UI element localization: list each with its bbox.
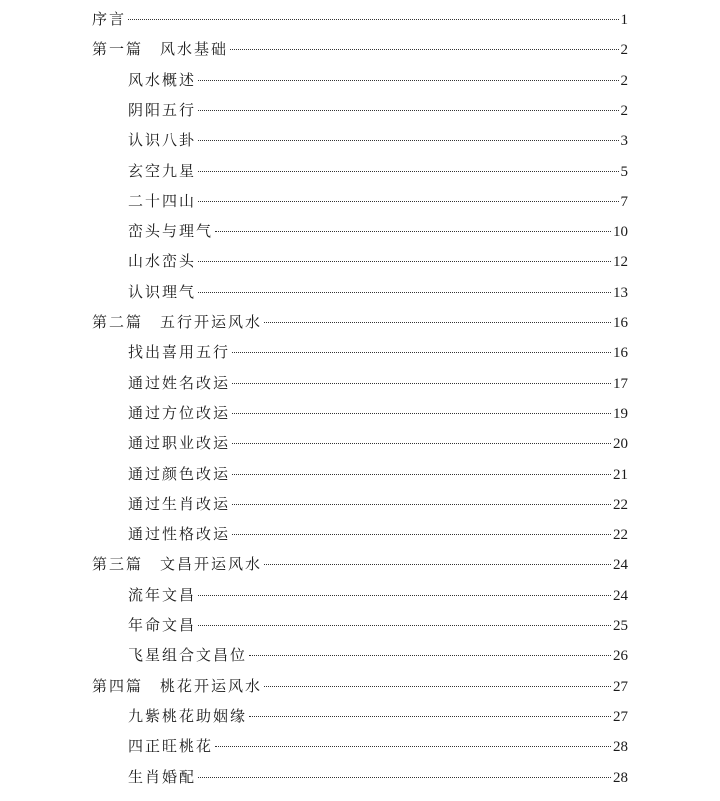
toc-entry-row xyxy=(128,95,628,125)
toc-title: 风水概述 xyxy=(128,70,197,89)
toc-entry-row xyxy=(128,398,628,428)
toc-title: 找出喜用五行 xyxy=(128,343,231,362)
toc-page-number: 24 xyxy=(613,587,628,604)
toc-title: 阴阳五行 xyxy=(128,100,197,119)
toc-entry-row xyxy=(128,337,628,367)
toc-title: 认识八卦 xyxy=(128,131,197,150)
toc-page-number: 13 xyxy=(613,284,628,301)
toc-title: 通过颜色改运 xyxy=(128,464,231,483)
toc-title: 第二篇 五行开运风水 xyxy=(92,313,263,331)
dot-leader xyxy=(198,140,618,141)
toc-page-number: 28 xyxy=(613,769,628,786)
toc-entry-row xyxy=(128,640,628,670)
toc-title: 通过生肖改运 xyxy=(128,494,231,513)
toc-page-number: 22 xyxy=(613,527,628,544)
toc-entry-row xyxy=(128,156,628,186)
toc-title: 飞星组合文昌位 xyxy=(128,646,248,665)
toc-entry-row xyxy=(128,428,628,458)
toc-title: 玄空九星 xyxy=(128,161,197,180)
toc-page-number: 25 xyxy=(613,618,628,634)
toc-section-row xyxy=(92,671,628,701)
toc-title: 二十四山 xyxy=(128,191,197,210)
toc-entry-row xyxy=(128,65,628,95)
dot-leader xyxy=(198,261,611,262)
toc-page-number: 22 xyxy=(613,496,628,513)
dot-leader xyxy=(232,534,611,535)
dot-leader xyxy=(198,110,618,111)
toc-page-number: 26 xyxy=(613,648,628,665)
dot-leader xyxy=(249,655,611,656)
toc-section-row xyxy=(92,34,628,64)
toc-page-number: 2 xyxy=(620,102,628,119)
dot-leader xyxy=(264,686,611,687)
toc-page-number: 16 xyxy=(613,315,628,331)
dot-leader xyxy=(232,474,611,475)
dot-leader xyxy=(232,383,611,384)
toc-title: 通过方位改运 xyxy=(128,403,231,422)
toc-page-number: 3 xyxy=(620,133,628,150)
toc-page-number: 1 xyxy=(620,12,628,28)
toc-title: 流年文昌 xyxy=(128,585,197,604)
toc-page-number: 10 xyxy=(613,224,628,241)
toc-title: 山水峦头 xyxy=(128,252,197,271)
toc-page-number: 28 xyxy=(613,739,628,756)
dot-leader xyxy=(198,292,611,293)
toc-title: 序言 xyxy=(92,10,127,28)
toc-title: 通过性格改运 xyxy=(128,525,231,544)
toc-title: 九紫桃花助姻缘 xyxy=(128,706,248,725)
dot-leader xyxy=(230,49,618,50)
toc-entry-row xyxy=(128,216,628,246)
toc-page-number: 12 xyxy=(613,254,628,271)
toc-title: 峦头与理气 xyxy=(128,222,214,241)
dot-leader xyxy=(215,746,611,747)
toc-entry-row xyxy=(128,246,628,276)
dot-leader xyxy=(232,352,611,353)
toc-entry-row xyxy=(128,519,628,549)
dot-leader xyxy=(232,443,611,444)
toc-entry-row xyxy=(128,610,628,640)
dot-leader xyxy=(198,201,618,202)
dot-leader xyxy=(264,564,611,565)
toc-page-number: 19 xyxy=(613,405,628,422)
dot-leader xyxy=(215,231,611,232)
toc-entry-row xyxy=(128,368,628,398)
toc-entry-row xyxy=(128,186,628,216)
toc-title: 第四篇 桃花开运风水 xyxy=(92,676,263,695)
dot-leader xyxy=(232,504,611,505)
dot-leader xyxy=(198,595,611,596)
toc-page-number: 17 xyxy=(613,375,628,392)
toc-title: 通过姓名改运 xyxy=(128,373,231,392)
toc-page-number: 20 xyxy=(613,436,628,453)
toc-section-row xyxy=(92,4,628,34)
toc-entry-row xyxy=(128,580,628,610)
dot-leader xyxy=(198,171,618,172)
toc-title: 第一篇 风水基础 xyxy=(92,40,229,59)
toc-page-number: 2 xyxy=(620,72,628,89)
toc-entry-row xyxy=(128,489,628,519)
toc-entry-row xyxy=(128,701,628,731)
toc-title: 通过职业改运 xyxy=(128,434,231,453)
dot-leader xyxy=(198,625,611,626)
toc-title: 认识理气 xyxy=(128,282,197,301)
toc-page-number: 27 xyxy=(613,678,628,695)
toc-title: 生肖婚配 xyxy=(128,767,197,786)
toc-page-number: 7 xyxy=(620,193,628,210)
dot-leader xyxy=(264,322,611,323)
toc-title: 第三篇 文昌开运风水 xyxy=(92,555,263,574)
toc-section-row xyxy=(92,307,628,337)
dot-leader xyxy=(232,413,611,414)
dot-leader xyxy=(128,19,618,20)
toc-page-number: 5 xyxy=(620,163,628,180)
toc-section-row xyxy=(92,549,628,579)
toc-page-number: 24 xyxy=(613,557,628,574)
toc-entry-row xyxy=(128,125,628,155)
toc-page-number: 2 xyxy=(620,42,628,59)
toc-entry-row xyxy=(128,762,628,792)
toc-page-number: 27 xyxy=(613,708,628,725)
dot-leader xyxy=(198,777,611,778)
toc-entry-row xyxy=(128,277,628,307)
toc-page-number: 16 xyxy=(613,345,628,362)
dot-leader xyxy=(249,716,611,717)
toc-title: 四正旺桃花 xyxy=(128,737,214,756)
toc-page-number: 21 xyxy=(613,466,628,483)
toc-title: 年命文昌 xyxy=(128,616,197,634)
toc-entry-row xyxy=(128,731,628,761)
toc-entry-row xyxy=(128,459,628,489)
dot-leader xyxy=(198,80,618,81)
